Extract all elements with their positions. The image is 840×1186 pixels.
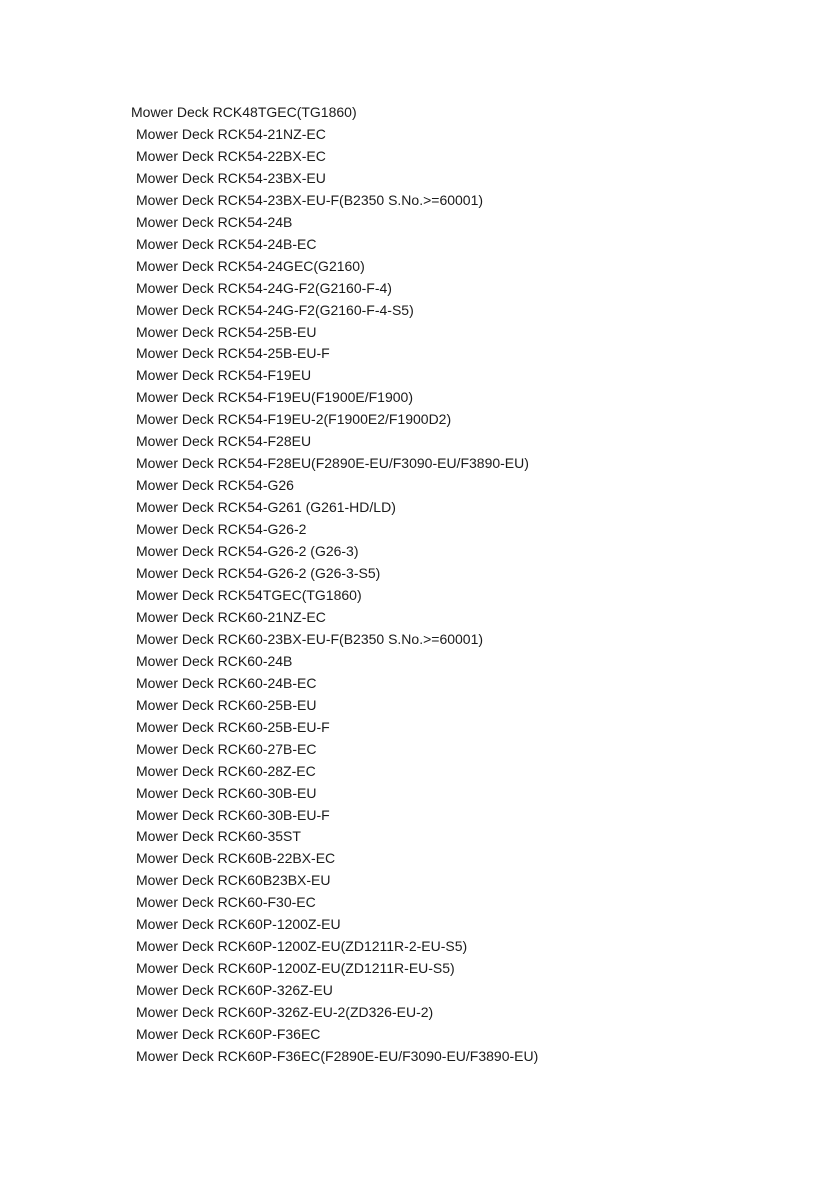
list-item: Mower Deck RCK54-24B: [136, 213, 293, 230]
list-item: Mower Deck RCK60-35ST: [136, 828, 301, 845]
list-item: Mower Deck RCK54-24B-EC: [136, 235, 317, 252]
list-item: Mower Deck RCK60-23BX-EU-F(B2350 S.No.>=60001): [136, 630, 484, 647]
list-item: Mower Deck RCK48TGEC(TG1860): [131, 104, 357, 120]
list-item: Mower Deck RCK60-30B-EU-F: [136, 806, 330, 823]
list-item: Mower Deck RCK60-30B-EU: [136, 784, 317, 801]
list-item: Mower Deck RCK60P-326Z-EU: [136, 982, 333, 999]
list-item: Mower Deck RCK60-24B: [136, 652, 293, 669]
list-item: Mower Deck RCK60P-326Z-EU-2(ZD326-EU-2): [136, 1004, 434, 1021]
list-item: Mower Deck RCK54-24G-F2(G2160-F-4): [136, 279, 392, 296]
list-item: Mower Deck RCK54-23BX-EU-F(B2350 S.No.>=60001): [136, 191, 484, 208]
list-item: Mower Deck RCK60P-1200Z-EU(ZD1211R-EU-S5): [136, 960, 455, 977]
list-item: Mower Deck RCK60-27B-EC: [136, 740, 317, 757]
list-item: Mower Deck RCK54-24G-F2(G2160-F-4-S5): [136, 301, 414, 318]
list-item: Mower Deck RCK54-G26-2 (G26-3-S5): [136, 565, 381, 582]
list-item: Mower Deck RCK54-21NZ-EC: [136, 125, 326, 142]
list-item: Mower Deck RCK54-F28EU(F2890E-EU/F3090-EU/F3890-EU): [136, 455, 529, 472]
list-item: Mower Deck RCK60B23BX-EU: [136, 872, 331, 889]
list-item: Mower Deck RCK54-25B-EU-F: [136, 345, 330, 362]
list-item: Mower Deck RCK60B-22BX-EC: [136, 850, 336, 867]
list-item: Mower Deck RCK60P-F36EC: [136, 1026, 321, 1043]
list-item: Mower Deck RCK60-25B-EU-F: [136, 718, 330, 735]
list-item: Mower Deck RCK54-24GEC(G2160): [136, 257, 365, 274]
list-item: Mower Deck RCK60-24B-EC: [136, 674, 317, 691]
list-item: Mower Deck RCK60-F30-EC: [136, 894, 316, 911]
list-item: Mower Deck RCK60P-1200Z-EU(ZD1211R-2-EU-S5): [136, 938, 468, 955]
list-item: Mower Deck RCK54-25B-EU: [136, 323, 317, 340]
list-item: Mower Deck RCK54-G261 (G261-HD/LD): [136, 499, 396, 516]
list-item: Mower Deck RCK54-23BX-EU: [136, 169, 326, 186]
list-item: Mower Deck RCK60-21NZ-EC: [136, 608, 326, 625]
list-item: Mower Deck RCK54-22BX-EC: [136, 147, 326, 164]
list-item: Mower Deck RCK54-F19EU-2(F1900E2/F1900D2): [136, 411, 452, 428]
list-item: Mower Deck RCK54TGEC(TG1860): [136, 586, 362, 603]
list-item: Mower Deck RCK60-25B-EU: [136, 696, 317, 713]
mower-deck-list: [131, 102, 538, 1068]
list-item: Mower Deck RCK54-G26-2: [136, 521, 307, 538]
list-item: Mower Deck RCK54-G26-2 (G26-3): [136, 543, 359, 560]
list-item: Mower Deck RCK54-F28EU: [136, 433, 312, 450]
list-item: Mower Deck RCK60-28Z-EC: [136, 762, 316, 779]
list-item: Mower Deck RCK60P-1200Z-EU: [136, 916, 341, 933]
list-item: Mower Deck RCK54-F19EU(F1900E/F1900): [136, 389, 413, 406]
list-item: Mower Deck RCK60P-F36EC(F2890E-EU/F3090-EU/F3890-EU): [136, 1047, 539, 1064]
list-item: Mower Deck RCK54-G26: [136, 477, 294, 494]
list-item: Mower Deck RCK54-F19EU: [136, 367, 312, 384]
